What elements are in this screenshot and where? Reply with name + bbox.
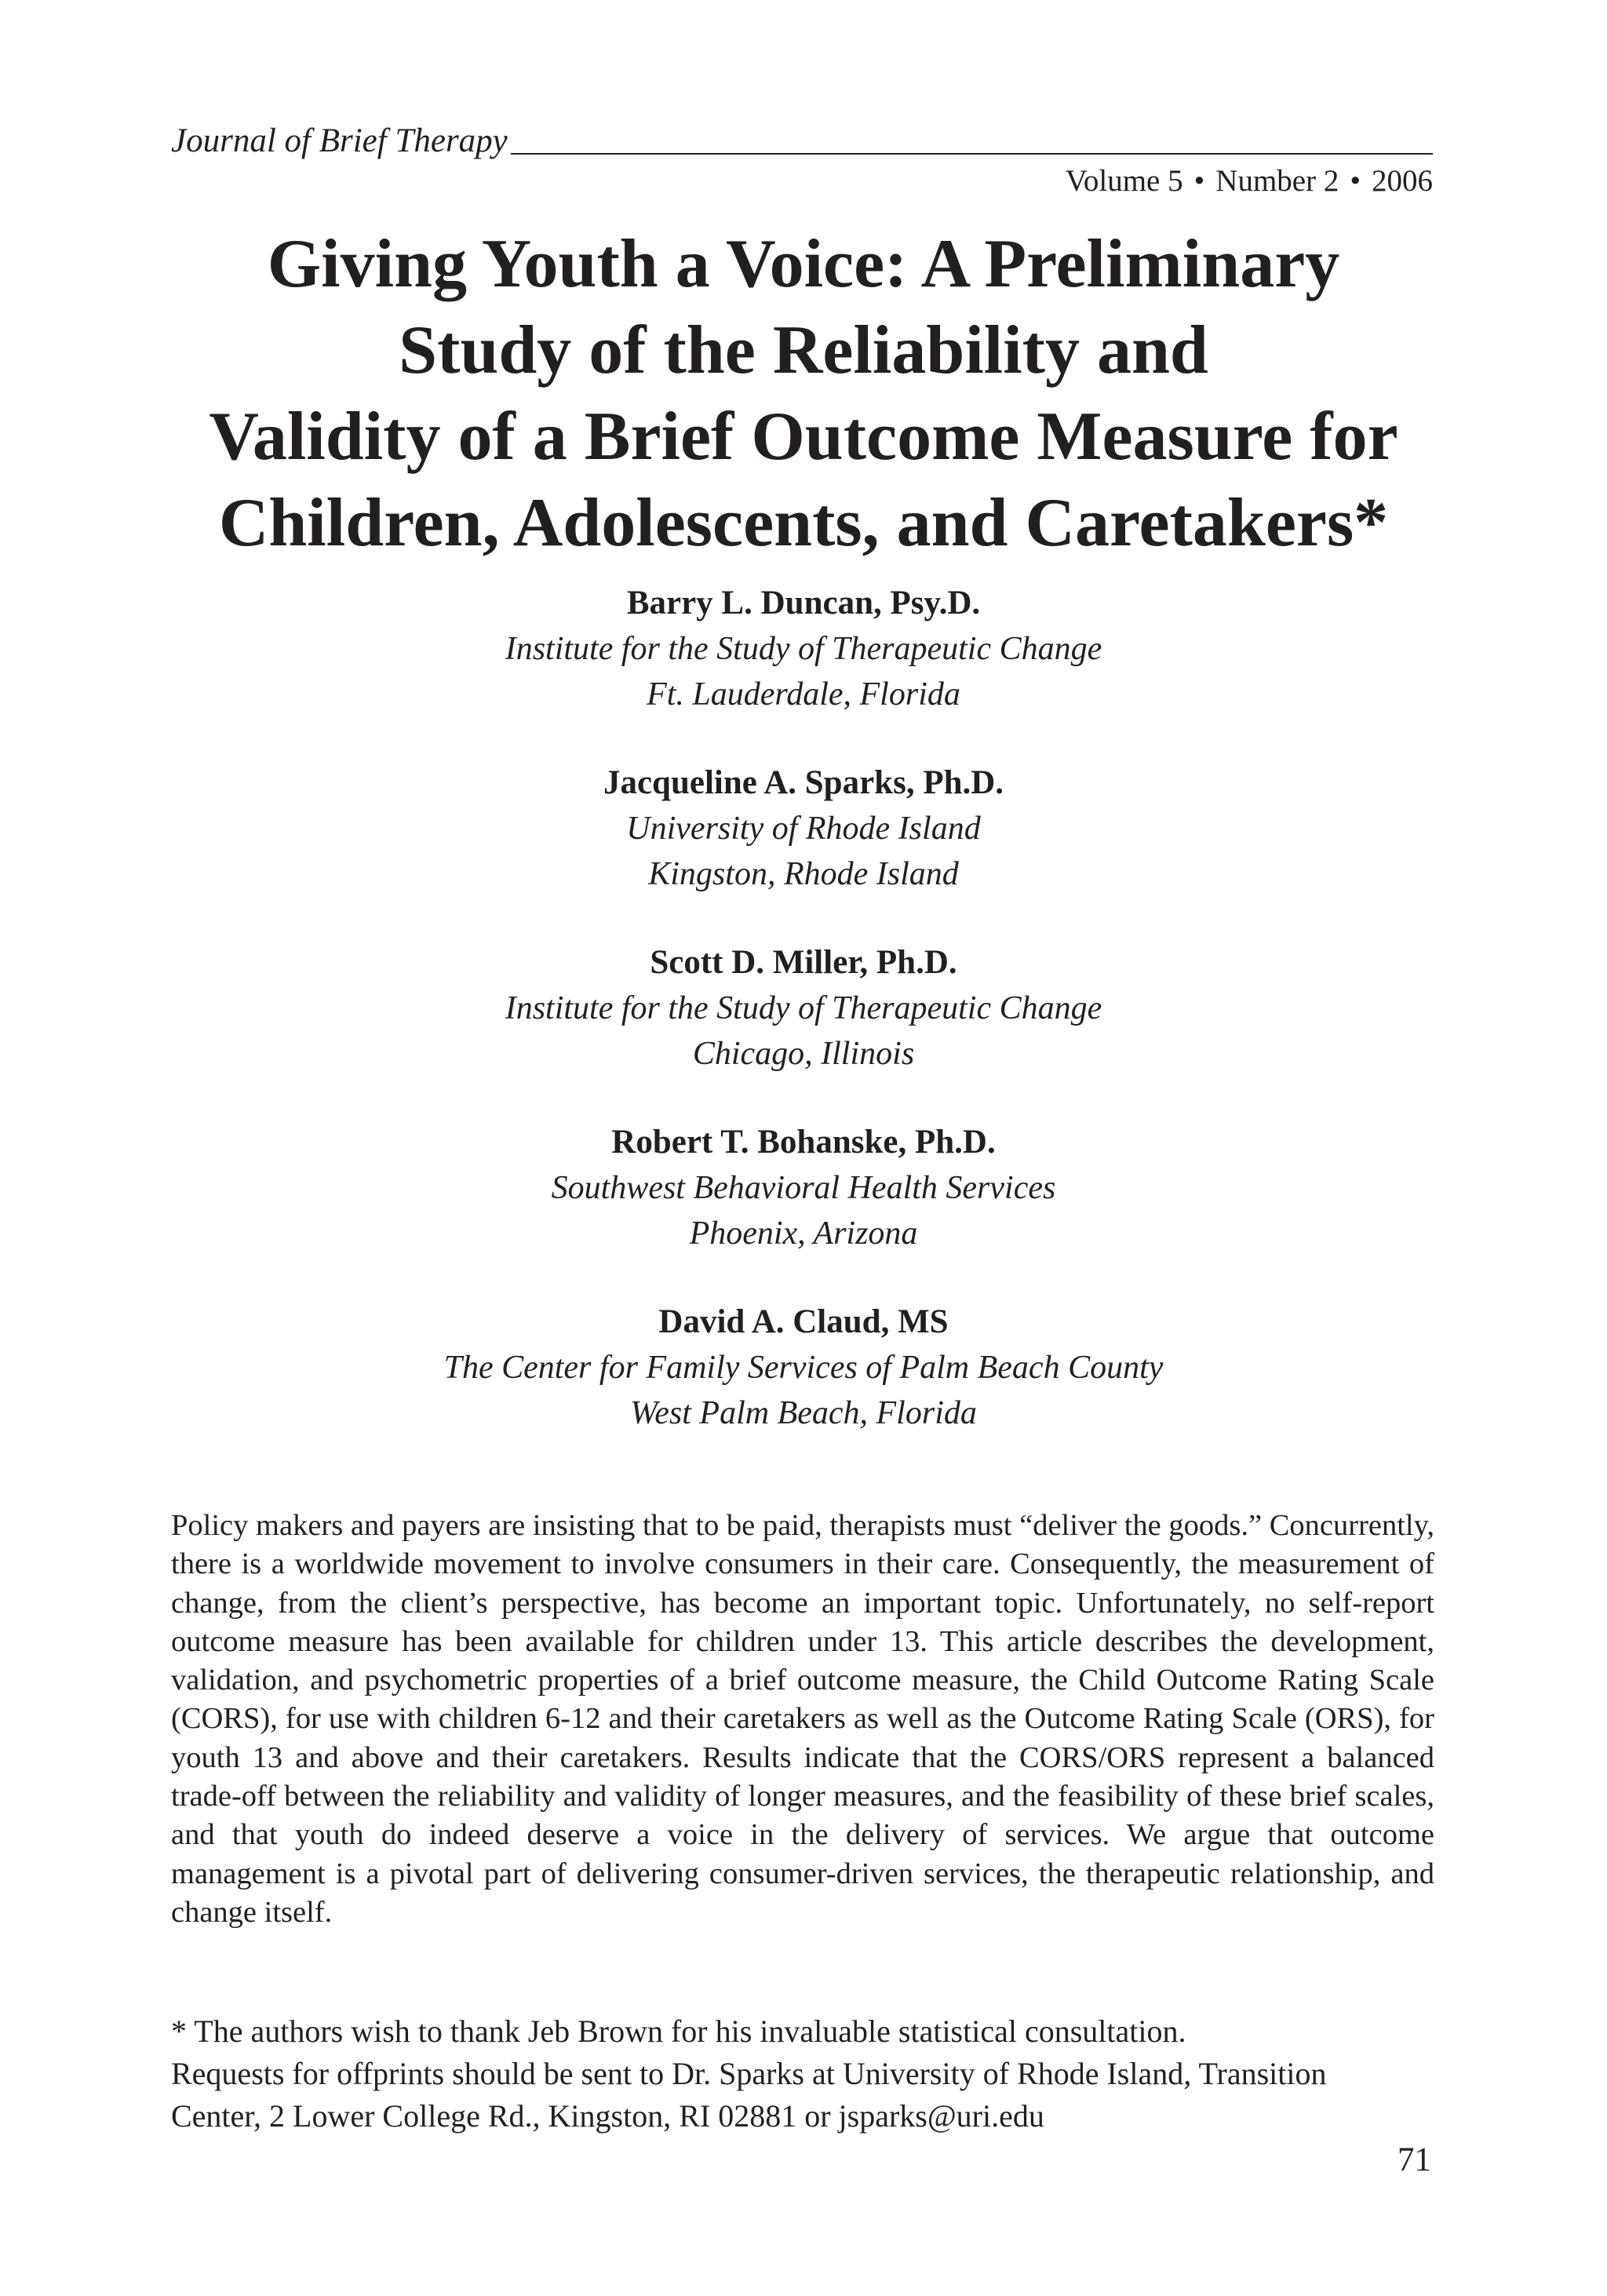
- author-name: David A. Claud, MS: [658, 1303, 949, 1340]
- article-title: [141, 221, 1466, 567]
- title-line: Study of the Reliability and: [399, 312, 1208, 388]
- author-location: Kingston, Rhode Island: [648, 856, 959, 892]
- year: 2006: [1372, 164, 1433, 198]
- issue-info: [1066, 162, 1433, 201]
- title-line: Giving Youth a Voice: A Preliminary: [267, 226, 1340, 302]
- author-affiliation: Institute for the Study of Therapeutic Change: [505, 631, 1102, 667]
- author-affiliation: Institute for the Study of Therapeutic Change: [505, 990, 1102, 1026]
- author-list: [171, 581, 1436, 1479]
- author-name: Scott D. Miller, Ph.D.: [650, 944, 957, 981]
- author-affiliation: University of Rhode Island: [626, 811, 981, 847]
- footnote-offprints: Requests for offprints should be sent to Dr. Sparks at University of Rhode Island, Transition: [171, 2056, 1327, 2091]
- footnote-offprints-address: Center, 2 Lower College Rd., Kingston, RI 02881 or jsparks@uri.edu: [171, 2098, 1044, 2134]
- page-number: 71: [1397, 2141, 1431, 2178]
- author-location: Phoenix, Arizona: [689, 1215, 918, 1252]
- issue-number: Number 2: [1215, 164, 1339, 198]
- author-block: [171, 940, 1436, 1077]
- author-block: [171, 1299, 1436, 1436]
- author-location: Chicago, Illinois: [692, 1036, 915, 1072]
- author-affiliation: The Center for Family Services of Palm Beach County: [443, 1350, 1164, 1386]
- volume: Volume 5: [1065, 164, 1183, 198]
- author-location: Ft. Lauderdale, Florida: [647, 676, 960, 712]
- footnote-acknowledgement: * The authors wish to thank Jeb Brown for his invaluable statistical consultation.: [171, 2014, 1186, 2049]
- author-name: Jacqueline A. Sparks, Ph.D.: [603, 764, 1004, 801]
- author-block: [171, 760, 1436, 897]
- journal-name: Journal of Brief Therapy: [171, 122, 508, 159]
- author-block: [171, 581, 1436, 717]
- abstract: Policy makers and payers are insisting that to be paid, therapists must “deliver the goods.” Concurrently, there is a worldwide movement to involve consumers in their care. Consequently, the measurement of change, from the client’s perspective, has become an important topic. Unfortunately, no self-report outcome measure has been available for children under 13. This article describes the development, validation, and psychometric properties of a brief outcome measure, the Child Outcome Rating Scale (CORS), for use with children 6-12 and their caretakers as well as the Outcome Rating Scale (ORS), for youth 13 and above and their caretakers. Results indicate that the CORS/ORS represent a balanced trade-off between the reliability and validity of longer measures, and the feasibility of these brief scales, and that youth do indeed deserve a voice in the delivery of services. We argue that outcome management is a pivotal part of delivering consumer-driven services, the therapeutic relationship, and change itself.: [171, 1509, 1434, 1929]
- author-block: [171, 1120, 1436, 1256]
- title-line: Children, Adolescents, and Caretakers*: [218, 485, 1389, 561]
- author-name: Barry L. Duncan, Psy.D.: [626, 585, 981, 621]
- separator: •: [1193, 164, 1205, 198]
- author-affiliation: Southwest Behavioral Health Services: [551, 1170, 1056, 1206]
- title-line: Validity of a Brief Outcome Measure for: [209, 399, 1398, 475]
- author-name: Robert T. Bohanske, Ph.D.: [611, 1124, 996, 1161]
- running-header: [171, 121, 1433, 162]
- separator: •: [1350, 164, 1361, 198]
- header-rule: [511, 153, 1433, 155]
- author-location: West Palm Beach, Florida: [630, 1395, 977, 1431]
- footnote: [171, 2010, 1458, 2137]
